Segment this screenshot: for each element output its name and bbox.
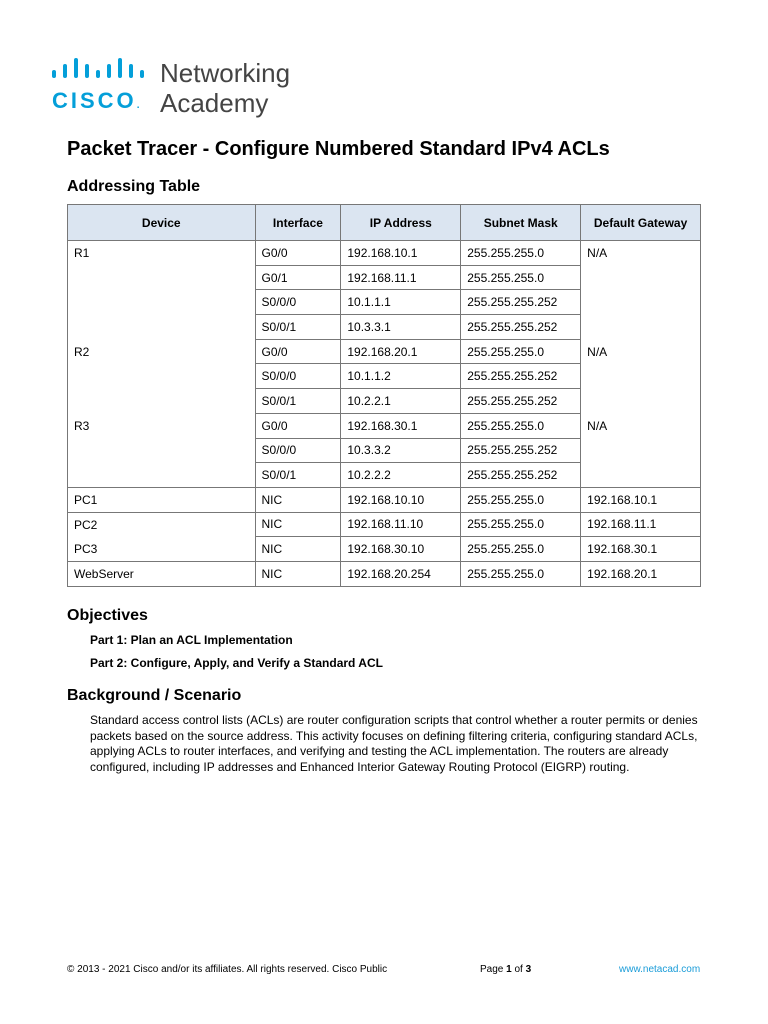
table-header-row <box>68 205 701 241</box>
cell-mask: 255.255.255.252 <box>461 438 581 463</box>
cisco-networking-academy-logo <box>52 58 312 118</box>
cell-mask: 255.255.255.252 <box>461 463 581 488</box>
cell-mask: 255.255.255.252 <box>461 364 581 389</box>
col-header-interface: Interface <box>255 205 341 241</box>
cell-mask: 255.255.255.252 <box>461 315 581 340</box>
objective-part-1: Part 1: Plan an ACL Implementation <box>90 633 293 647</box>
col-header-default-gateway: Default Gateway <box>581 205 701 241</box>
cell-gateway <box>581 290 701 315</box>
cell-device <box>68 364 256 389</box>
cell-gateway: 192.168.10.1 <box>581 487 701 512</box>
cell-device: PC1 <box>68 487 256 512</box>
cell-mask: 255.255.255.252 <box>461 290 581 315</box>
cell-interface: S0/0/0 <box>255 438 341 463</box>
cell-gateway <box>581 364 701 389</box>
cell-interface: G0/0 <box>255 413 341 438</box>
cell-interface: NIC <box>255 537 341 562</box>
cell-ip: 192.168.11.10 <box>341 512 461 537</box>
cell-ip: 10.3.3.2 <box>341 438 461 463</box>
table-row <box>68 315 701 340</box>
cell-device <box>68 315 256 340</box>
table-row <box>68 241 701 266</box>
cell-ip: 10.1.1.1 <box>341 290 461 315</box>
cell-device: WebServer <box>68 561 256 586</box>
cisco-wordmark: CISCO. <box>52 88 140 113</box>
cell-ip: 10.2.2.2 <box>341 463 461 488</box>
logo-academy: Academy <box>160 88 269 118</box>
cell-gateway: 192.168.20.1 <box>581 561 701 586</box>
cell-gateway: N/A <box>581 241 701 266</box>
cell-ip: 192.168.20.254 <box>341 561 461 586</box>
cell-ip: 192.168.11.1 <box>341 265 461 290</box>
cell-gateway <box>581 315 701 340</box>
addressing-table-heading: Addressing Table <box>67 178 201 195</box>
footer-copyright: © 2013 - 2021 Cisco and/or its affiliates. All rights reserved. Cisco Public <box>67 964 388 975</box>
cell-ip: 10.3.3.1 <box>341 315 461 340</box>
table-row <box>68 487 701 512</box>
footer-page-number: Page 1 of 3 <box>480 964 532 975</box>
cell-device: R1 <box>68 241 256 266</box>
cell-device: PC2 <box>68 512 256 537</box>
footer-netacad-link[interactable]: www.netacad.com <box>619 964 701 975</box>
cell-gateway <box>581 438 701 463</box>
background-heading: Background / Scenario <box>67 687 242 704</box>
cell-interface: S0/0/0 <box>255 290 341 315</box>
col-header-ip-address: IP Address <box>341 205 461 241</box>
table-row <box>68 561 701 586</box>
cell-device: R2 <box>68 339 256 364</box>
cell-mask: 255.255.255.0 <box>461 561 581 586</box>
cisco-bridge-icon <box>52 58 152 84</box>
table-row <box>68 438 701 463</box>
cell-device <box>68 265 256 290</box>
cell-gateway: N/A <box>581 339 701 364</box>
table-row <box>68 364 701 389</box>
cell-interface: NIC <box>255 561 341 586</box>
objectives-heading: Objectives <box>67 607 148 624</box>
cell-gateway <box>581 265 701 290</box>
table-row <box>68 339 701 364</box>
table-row <box>68 463 701 488</box>
cell-mask: 255.255.255.252 <box>461 389 581 414</box>
cell-interface: G0/0 <box>255 241 341 266</box>
table-row <box>68 512 701 537</box>
cell-mask: 255.255.255.0 <box>461 413 581 438</box>
cell-device: PC3 <box>68 537 256 562</box>
cell-gateway: N/A <box>581 413 701 438</box>
background-paragraph: Standard access control lists (ACLs) are router configuration scripts that control whether a router permits or denies packets based on the source address. This activity focuses on defining filtering criteria, configuring standard ACLs, applying ACLs to router interfaces, and verifying and testing the ACL implementation. The routers are already configured, including IP addresses and Enhanced Interior Gateway Routing Protocol (EIGRP) routing. <box>90 713 698 774</box>
cell-ip: 192.168.30.10 <box>341 537 461 562</box>
cell-ip: 192.168.20.1 <box>341 339 461 364</box>
objective-part-2: Part 2: Configure, Apply, and Verify a Standard ACL <box>90 656 383 670</box>
cell-gateway <box>581 389 701 414</box>
cell-interface: NIC <box>255 512 341 537</box>
logo-networking: Networking <box>160 58 291 88</box>
cell-device <box>68 389 256 414</box>
cell-interface: G0/1 <box>255 265 341 290</box>
cell-interface: NIC <box>255 487 341 512</box>
cell-interface: S0/0/0 <box>255 364 341 389</box>
cell-mask: 255.255.255.0 <box>461 339 581 364</box>
cell-ip: 192.168.30.1 <box>341 413 461 438</box>
cell-ip: 192.168.10.1 <box>341 241 461 266</box>
cell-device: R3 <box>68 413 256 438</box>
cell-ip: 10.2.2.1 <box>341 389 461 414</box>
cell-device <box>68 438 256 463</box>
cell-device <box>68 290 256 315</box>
col-header-subnet-mask: Subnet Mask <box>461 205 581 241</box>
cell-mask: 255.255.255.0 <box>461 241 581 266</box>
table-row <box>68 389 701 414</box>
cell-interface: S0/0/1 <box>255 463 341 488</box>
table-row <box>68 413 701 438</box>
col-header-device: Device <box>68 205 256 241</box>
addressing-table <box>67 204 701 587</box>
table-row <box>68 265 701 290</box>
cell-device <box>68 463 256 488</box>
cell-gateway: 192.168.30.1 <box>581 537 701 562</box>
cell-gateway <box>581 463 701 488</box>
cell-mask: 255.255.255.0 <box>461 265 581 290</box>
cell-mask: 255.255.255.0 <box>461 512 581 537</box>
cell-interface: G0/0 <box>255 339 341 364</box>
cell-mask: 255.255.255.0 <box>461 487 581 512</box>
cell-ip: 10.1.1.2 <box>341 364 461 389</box>
cell-interface: S0/0/1 <box>255 315 341 340</box>
cell-ip: 192.168.10.10 <box>341 487 461 512</box>
table-row <box>68 290 701 315</box>
table-row <box>68 537 701 562</box>
cell-gateway: 192.168.11.1 <box>581 512 701 537</box>
cell-mask: 255.255.255.0 <box>461 537 581 562</box>
page-title: Packet Tracer - Configure Numbered Standard IPv4 ACLs <box>67 138 610 160</box>
cell-interface: S0/0/1 <box>255 389 341 414</box>
